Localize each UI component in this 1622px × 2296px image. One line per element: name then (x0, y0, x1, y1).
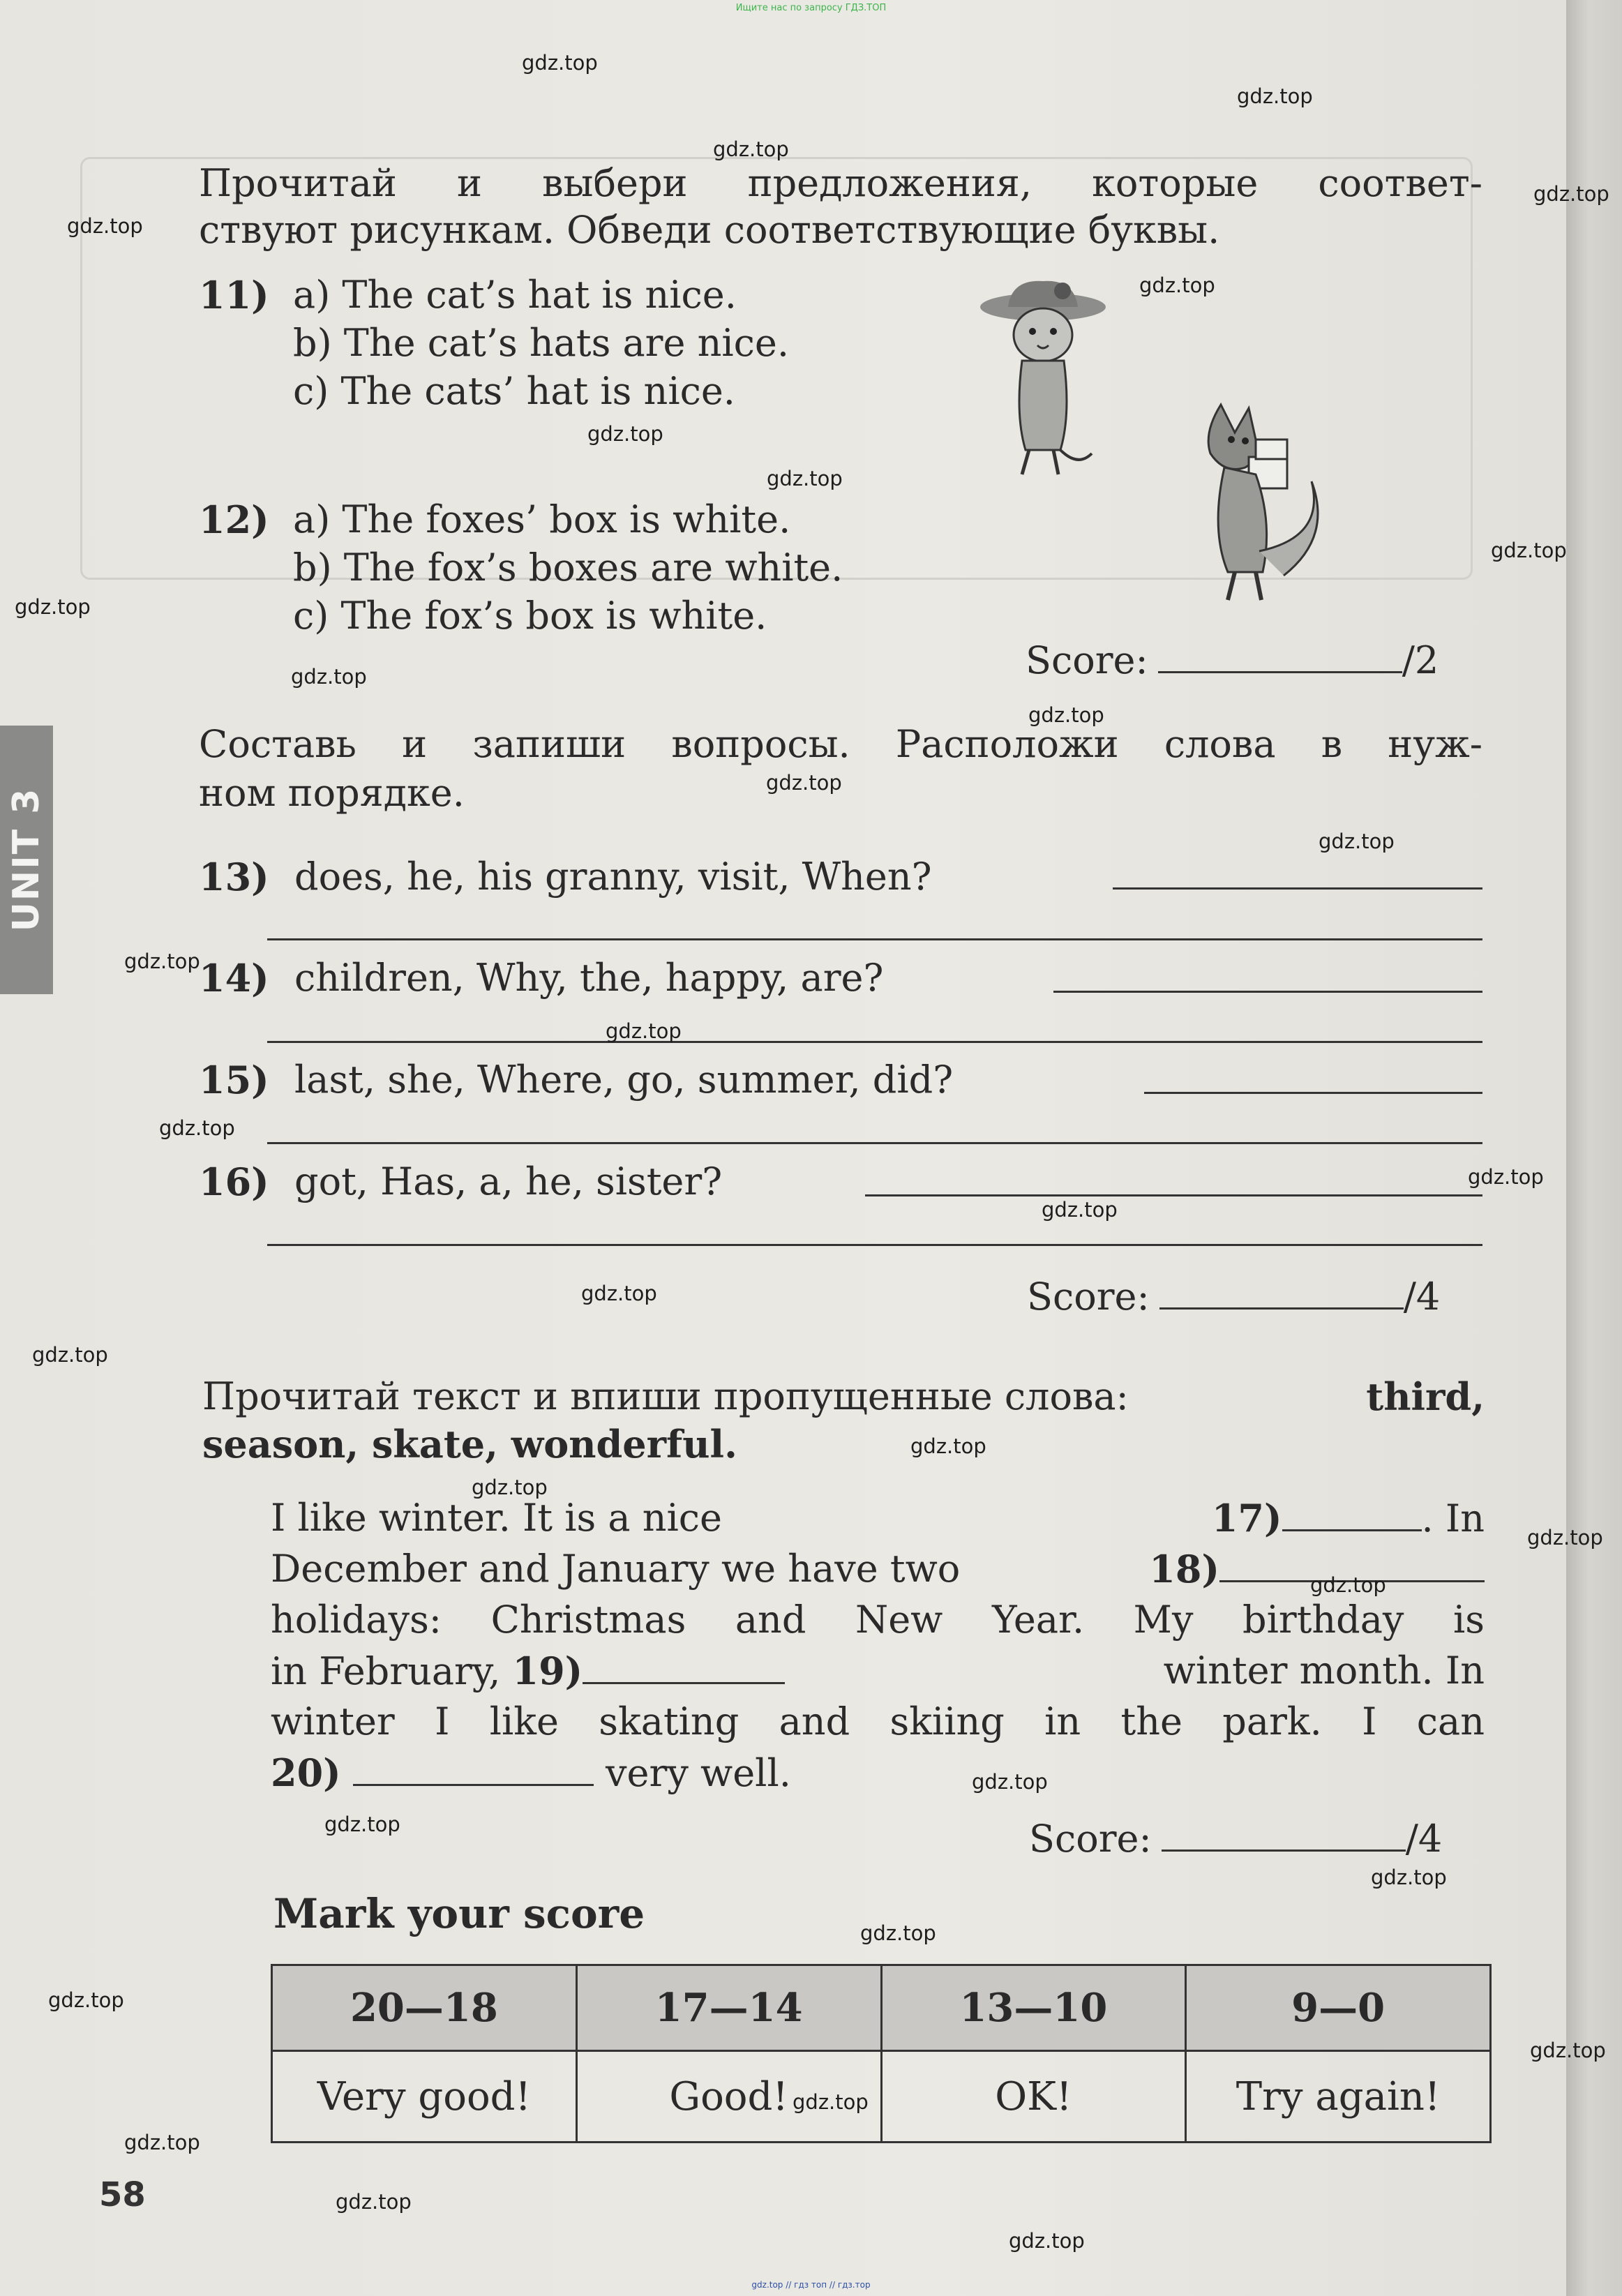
text-line-4 (271, 1650, 1485, 1693)
q16-answer-line-1[interactable] (865, 1194, 1482, 1196)
watermark: gdz.top (1533, 182, 1609, 206)
watermark: gdz.top (581, 1282, 657, 1305)
q15-words: last, she, Where, go, summer, did? (294, 1058, 954, 1102)
watermark: gdz.top (766, 771, 842, 795)
watermark: gdz.top (291, 665, 367, 689)
watermark: gdz.top (472, 1476, 548, 1499)
text-line-1 (271, 1497, 1485, 1540)
watermark: gdz.top (793, 2090, 869, 2114)
text-line-2 (271, 1548, 1485, 1591)
score-range-cell: 17—14 (576, 1965, 881, 2051)
q12-option-b[interactable]: b) The fox’s boxes are white. (293, 546, 843, 590)
page-number: 58 (99, 2175, 146, 2214)
section1-score-max: /2 (1402, 638, 1439, 682)
score-range-cell: 20—18 (272, 1965, 577, 2051)
gap17-blank[interactable] (1282, 1501, 1422, 1531)
section3-score (1029, 1817, 1442, 1861)
q11-number: 11) (199, 273, 269, 317)
watermark: gdz.top (1371, 1866, 1447, 1889)
cat-illustration (973, 276, 1113, 478)
q11-option-a[interactable]: a) The cat’s hat is nice. (293, 273, 737, 317)
gap17-number: 17) (1211, 1496, 1282, 1540)
text-line-2-start: December and January we have two (271, 1547, 961, 1591)
section3-instruction-text: Прочитай текст и впиши пропущенные слова: (202, 1374, 1129, 1418)
section2-instruction-line1: Составь и запиши вопросы. Расположи слова в нуж- (199, 722, 1482, 766)
section3-word-third: third, (1366, 1374, 1485, 1419)
score-verdict-cell: Good! (576, 2051, 881, 2143)
gap19-number: 19) (512, 1649, 583, 1693)
score-verdict-cell: Very good! (272, 2051, 577, 2143)
text-line-6 (271, 1752, 791, 1794)
watermark: gdz.top (67, 214, 143, 238)
watermark: gdz.top (910, 1434, 986, 1458)
watermark: gdz.top (1139, 273, 1215, 297)
q13-answer-line-2[interactable] (267, 938, 1482, 940)
q15-number: 15) (199, 1058, 269, 1102)
q16-words: got, Has, a, he, sister? (294, 1160, 723, 1203)
score-table (271, 1964, 1492, 2143)
fox-illustration (1179, 398, 1346, 607)
watermark: gdz.top (1468, 1165, 1544, 1189)
watermark: gdz.top (606, 1019, 682, 1043)
watermark: gdz.top (336, 2190, 412, 2214)
text-line-6-end: very well. (606, 1751, 791, 1795)
unit-tab-label: UNIT 3 (6, 787, 47, 932)
q12-option-a[interactable]: a) The foxes’ box is white. (293, 497, 791, 541)
gap20-number: 20) (271, 1750, 341, 1795)
watermark: gdz.top (713, 137, 789, 161)
watermark: gdz.top (1319, 830, 1395, 853)
score-verdicts-row (272, 2051, 1491, 2143)
section3-score-label: Score: (1029, 1817, 1152, 1861)
section2-score-max: /4 (1403, 1275, 1441, 1319)
section2-score (1027, 1275, 1440, 1319)
score-range-cell: 9—0 (1186, 1965, 1491, 2051)
watermark: gdz.top (972, 1770, 1048, 1794)
q11-option-c[interactable]: c) The cats’ hat is nice. (293, 369, 735, 413)
text-line-3: holidays: Christmas and New Year. My birthday is (271, 1598, 1485, 1642)
section2-score-label: Score: (1027, 1275, 1150, 1319)
bottom-note: gdz.top // гдз топ // гдз.тор (751, 2280, 871, 2290)
watermark: gdz.top (48, 1988, 124, 2012)
q14-answer-line-1[interactable] (1053, 991, 1482, 993)
q16-number: 16) (199, 1160, 269, 1204)
watermark: gdz.top (1530, 2039, 1606, 2062)
section2-score-field[interactable] (1159, 1280, 1404, 1310)
watermark: gdz.top (124, 950, 200, 973)
q12-option-c[interactable]: c) The fox’s box is white. (293, 594, 767, 638)
watermark: gdz.top (767, 467, 843, 490)
section3-score-field[interactable] (1162, 1822, 1406, 1852)
section2-instruction-line2: ном порядке. (199, 771, 465, 815)
q13-number: 13) (199, 855, 269, 899)
q14-words: children, Why, the, happy, are? (294, 956, 884, 1000)
watermark: gdz.top (1491, 539, 1567, 562)
watermark: gdz.top (324, 1813, 400, 1836)
text-line-4-start: in February, (271, 1649, 501, 1693)
unit-tab (0, 726, 53, 994)
section1-instruction-line2: ствуют рисункам. Обведи соответствующие буквы. (199, 208, 1220, 252)
watermark: gdz.top (522, 51, 598, 75)
q12-number: 12) (199, 497, 269, 542)
text-line-1-end: . In (1421, 1496, 1485, 1540)
gap20-blank[interactable] (353, 1756, 594, 1786)
watermark: gdz.top (15, 595, 91, 619)
text-line-5: winter I like skating and skiing in the park. I can (271, 1700, 1485, 1743)
section1-score-field[interactable] (1158, 643, 1402, 673)
gap18-number: 18) (1149, 1547, 1219, 1591)
watermark: gdz.top (159, 1116, 235, 1140)
watermark: gdz.top (1009, 2229, 1085, 2253)
q15-answer-line-2[interactable] (267, 1142, 1482, 1144)
top-note: Ищите нас по запросу ГДЗ.ТОП (735, 3, 887, 13)
section1-score-label: Score: (1026, 638, 1148, 682)
score-verdict-cell: OK! (881, 2051, 1186, 2143)
section3-instruction-line1 (202, 1376, 1485, 1418)
text-line-1-start: I like winter. It is a nice (271, 1496, 722, 1540)
watermark: gdz.top (1042, 1198, 1118, 1222)
watermark: gdz.top (32, 1343, 108, 1367)
section3-score-max: /4 (1405, 1817, 1443, 1861)
watermark: gdz.top (1527, 1526, 1603, 1550)
q15-answer-line-1[interactable] (1144, 1092, 1482, 1094)
watermark: gdz.top (1310, 1573, 1386, 1597)
score-range-cell: 13—10 (881, 1965, 1186, 2051)
section1-score (1026, 638, 1439, 682)
watermark: gdz.top (587, 422, 663, 446)
watermark: gdz.top (1028, 703, 1104, 727)
watermark: gdz.top (860, 1921, 936, 1945)
q14-answer-line-2[interactable] (267, 1041, 1482, 1043)
q13-words: does, he, his granny, visit, When? (294, 855, 932, 899)
text-line-4-end: winter month. In (1163, 1649, 1485, 1693)
mark-your-score-title: Mark your score (273, 1890, 645, 1937)
watermark: gdz.top (1237, 84, 1313, 108)
page-edge (1566, 0, 1622, 2296)
q13-answer-line-1[interactable] (1113, 887, 1482, 890)
gap19-blank[interactable] (583, 1654, 785, 1684)
q14-number: 14) (199, 956, 269, 1000)
section3-instruction-words: season, skate, wonderful. (202, 1422, 737, 1466)
q16-answer-line-2[interactable] (267, 1244, 1482, 1246)
watermark: gdz.top (124, 2131, 200, 2154)
q11-option-b[interactable]: b) The cat’s hats are nice. (293, 321, 789, 365)
score-ranges-row (272, 1965, 1491, 2051)
section1-instruction-line1: Прочитай и выбери предложения, которые соответ- (199, 161, 1482, 205)
score-verdict-cell: Try again! (1186, 2051, 1491, 2143)
